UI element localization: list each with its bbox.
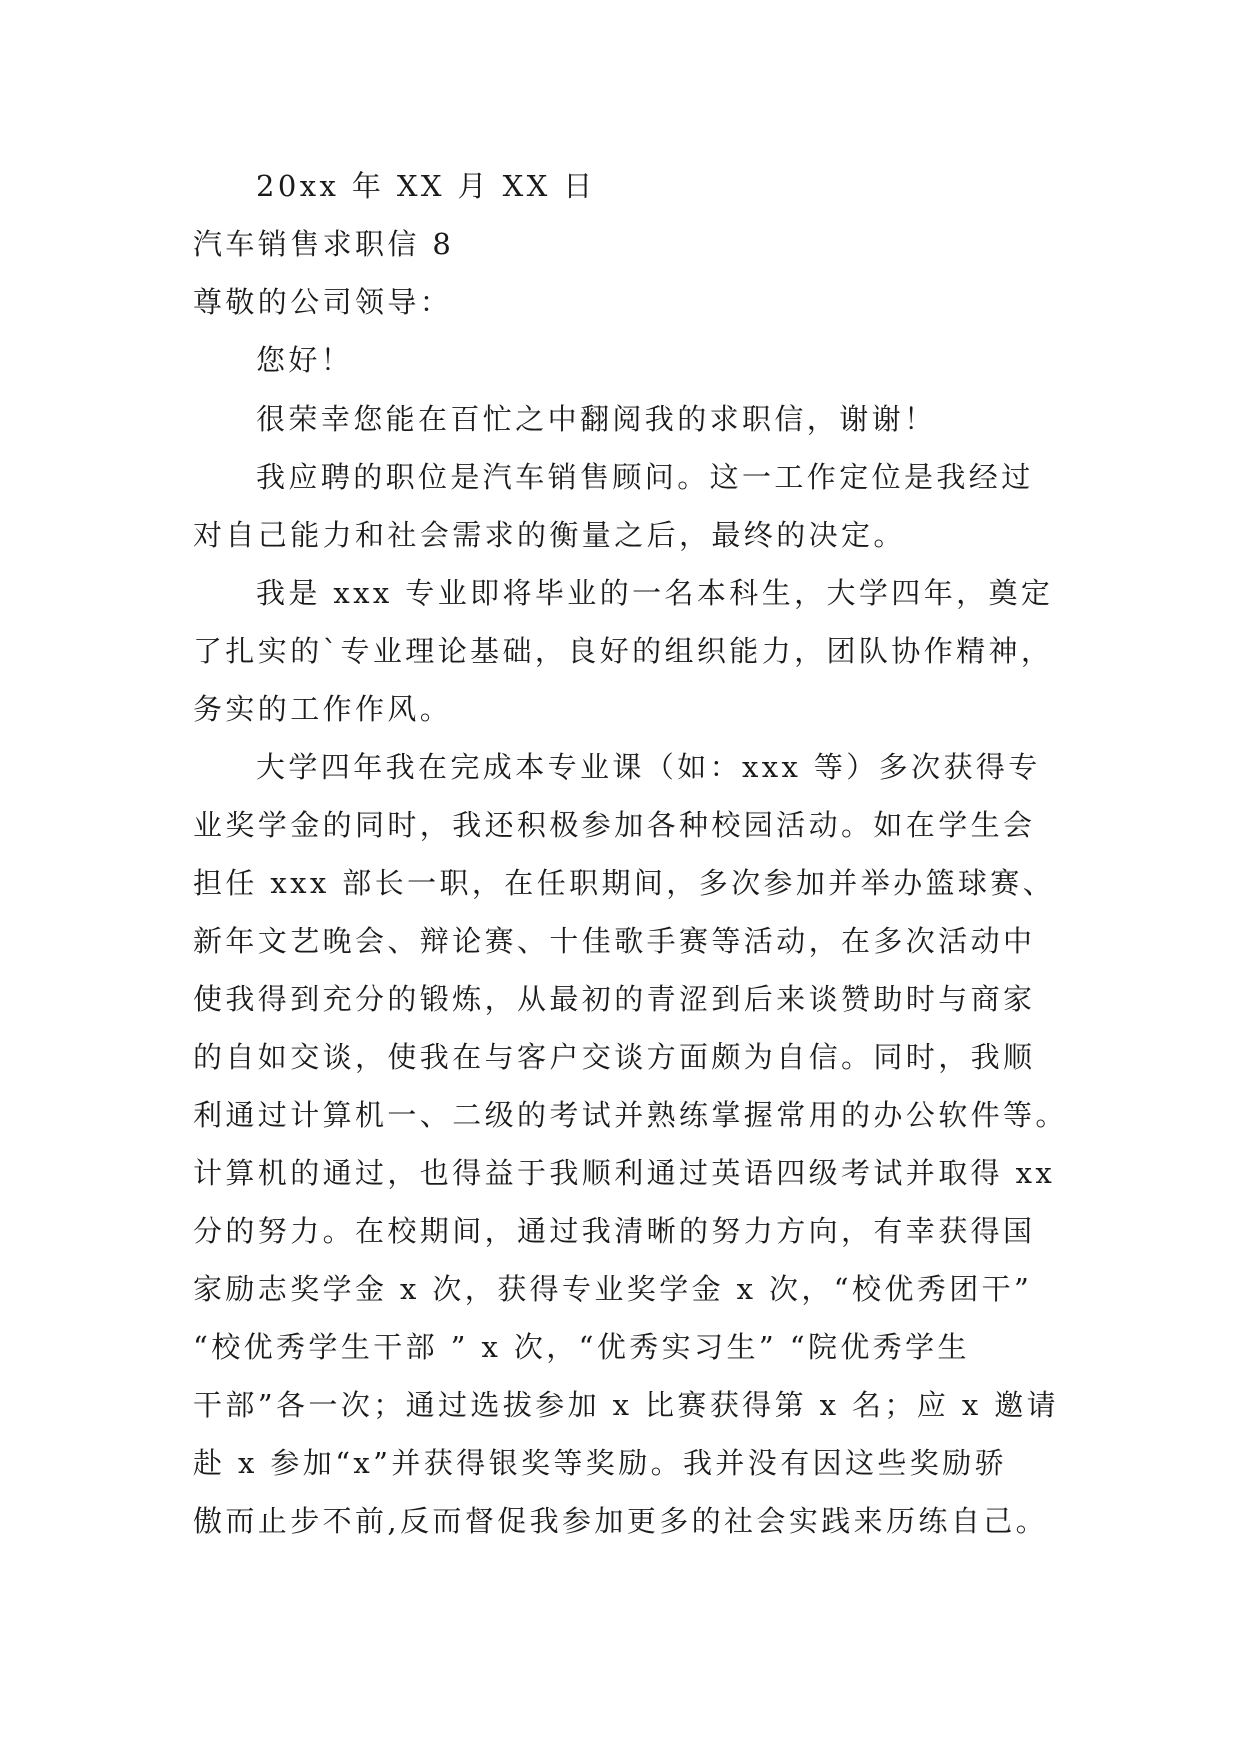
letter-greeting: 您好！ xyxy=(256,343,354,377)
letter-salutation: 尊敬的公司领导： xyxy=(193,285,453,319)
paragraph-line: 我应聘的职位是汽车销售顾问。这一工作定位是我经过 xyxy=(256,460,1034,494)
paragraph-line: 务实的工作作风。 xyxy=(193,692,453,726)
paragraph-line: 赴 x 参加“x”并获得银奖等奖励。我并没有因这些奖励骄 xyxy=(193,1446,1007,1480)
paragraph-line: 对自己能力和社会需求的衡量之后，最终的决定。 xyxy=(193,518,906,552)
paragraph-line: “校优秀学生干部 ” x 次，“优秀实习生” “院优秀学生 xyxy=(193,1330,970,1364)
paragraph-line: 干部”各一次；通过选拔参加 x 比赛获得第 x 名；应 x 邀请 xyxy=(193,1388,1060,1422)
paragraph-line: 担任 xxx 部长一职，在任职期间，多次参加并举办篮球赛、 xyxy=(193,866,1056,900)
paragraph-line: 的自如交谈，使我在与客户交谈方面颇为自信。同时，我顺 xyxy=(193,1040,1036,1074)
paragraph-line: 分的努力。在校期间，通过我清晰的努力方向，有幸获得国 xyxy=(193,1214,1036,1248)
paragraph-line: 计算机的通过，也得益于我顺利通过英语四级考试并取得 xx xyxy=(193,1156,1056,1190)
paragraph-line: 利通过计算机一、二级的考试并熟练掌握常用的办公软件等。 xyxy=(193,1098,1068,1132)
paragraph-line: 大学四年我在完成本专业课（如：xxx 等）多次获得专 xyxy=(256,750,1041,784)
letter-title: 汽车销售求职信 8 xyxy=(193,227,455,261)
paragraph-line: 业奖学金的同时，我还积极参加各种校园活动。如在学生会 xyxy=(193,808,1036,842)
letter-date: 20xx 年 XX 月 XX 日 xyxy=(256,169,596,203)
paragraph-line: 很荣幸您能在百忙之中翻阅我的求职信，谢谢！ xyxy=(256,402,937,436)
paragraph-line: 使我得到充分的锻炼，从最初的青涩到后来谈赞助时与商家 xyxy=(193,982,1036,1016)
paragraph-line: 我是 xxx 专业即将毕业的一名本科生，大学四年，奠定 xyxy=(256,576,1054,610)
paragraph-line: 家励志奖学金 x 次，获得专业奖学金 x 次，“校优秀团干” xyxy=(193,1272,1033,1306)
paragraph-line: 了扎实的`专业理论基础，良好的组织能力，团队协作精神， xyxy=(193,634,1054,668)
paragraph-line: 新年文艺晚会、辩论赛、十佳歌手赛等活动，在多次活动中 xyxy=(193,924,1036,958)
paragraph-line: 傲而止步不前,反而督促我参加更多的社会实践来历练自己。 xyxy=(193,1504,1049,1538)
